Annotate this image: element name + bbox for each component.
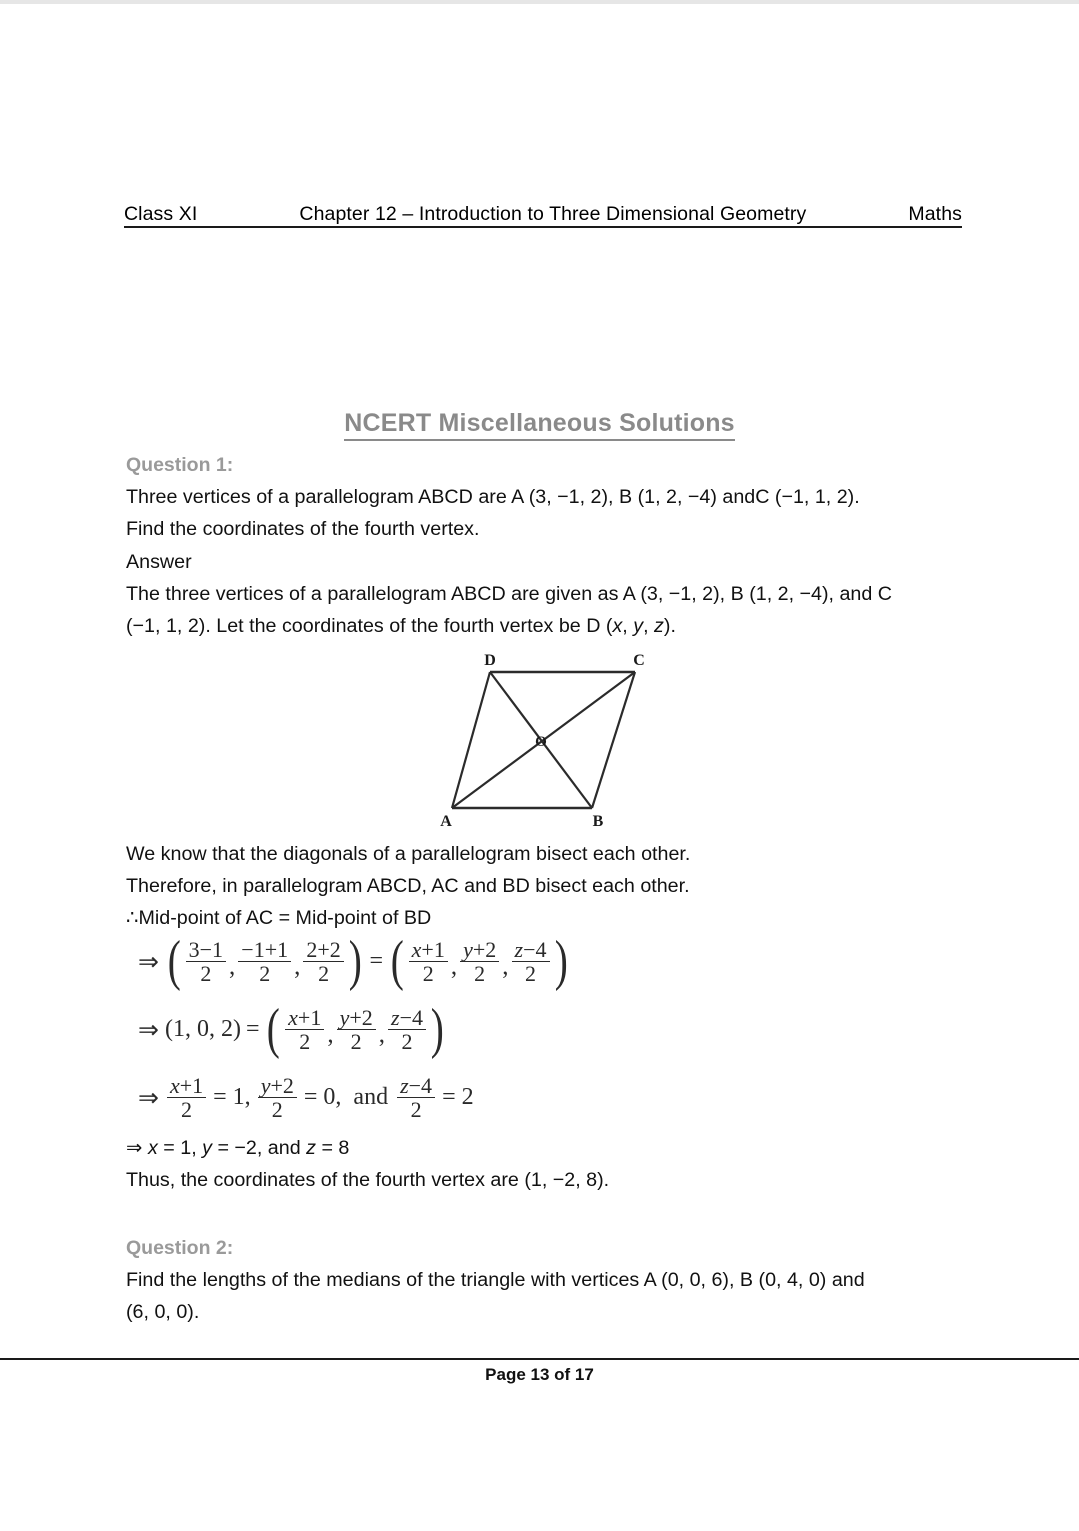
- var: y: [463, 937, 473, 962]
- equation-3: [138, 1074, 479, 1121]
- sep-1: ,: [622, 615, 634, 637]
- equation-1: [138, 930, 570, 993]
- var: y: [339, 1005, 350, 1030]
- y-value: = −2, and: [211, 1137, 307, 1159]
- question-1-label: Question 1:: [126, 454, 234, 476]
- var-x: x: [612, 615, 623, 637]
- question-2-section: [126, 1232, 986, 1328]
- comma: ,: [502, 953, 509, 981]
- fraction-y-plus-2-over-2: [460, 938, 499, 985]
- var-y: y: [633, 615, 644, 637]
- question-2-prompt-line-1: Find the lengths of the medians of the triangle with vertices A (0, 0, 6), B (0, 4, 0) and: [126, 1269, 865, 1291]
- fraction-z-minus-4-over-2: [512, 938, 550, 985]
- fraction-x-plus-1-over-2: [285, 1006, 324, 1053]
- answer-label: Answer: [126, 551, 192, 573]
- page-title-text: NCERT Miscellaneous Solutions: [344, 409, 735, 441]
- rest: +1: [179, 1073, 204, 1098]
- numerator: −1+1: [238, 938, 291, 962]
- vertex-label-a: A: [440, 813, 452, 830]
- comma: ,: [229, 953, 236, 981]
- denominator: 2: [181, 1097, 193, 1123]
- implies-arrow: ⇒: [138, 1084, 159, 1112]
- reasoning-line-1: We know that the diagonals of a parallelogram bisect each other.: [126, 843, 691, 865]
- answer-1-conclusion: [126, 1132, 986, 1196]
- numerator: 2+2: [303, 938, 343, 962]
- question-2-label: Question 2:: [126, 1237, 234, 1259]
- var-z: z: [654, 615, 664, 637]
- numerator: [258, 1074, 297, 1098]
- var: x: [411, 937, 422, 962]
- vertex-label-c: C: [633, 652, 645, 669]
- and-word: and: [353, 1084, 389, 1111]
- fraction-2-plus-2-over-2: [303, 938, 343, 985]
- fraction-z-minus-4-over-2: [388, 1006, 426, 1053]
- header-class-label: Class XI: [124, 203, 198, 225]
- answer-line-1: The three vertices of a parallelogram ABCD are given as A (3, −1, 2), B (1, 2, −4), and C: [126, 583, 893, 605]
- equals-z-value: = 2: [442, 1084, 474, 1111]
- equation-2: [138, 998, 447, 1061]
- parallelogram-diagram: [420, 650, 690, 830]
- question-2-prompt-line-2: (6, 0, 0).: [126, 1301, 200, 1323]
- fraction-neg1-plus-1-over-2: [238, 938, 291, 985]
- denominator: 2: [299, 1029, 311, 1055]
- rest: +2: [472, 937, 497, 962]
- implies-arrow: ⇒: [138, 948, 159, 976]
- answer-line-2: [126, 610, 986, 642]
- close-paren: ): [554, 930, 568, 993]
- parallelogram-figure: [420, 650, 690, 830]
- equals-x-value: = 1,: [213, 1084, 251, 1111]
- var-y: y: [202, 1137, 212, 1159]
- denominator: 2: [474, 961, 486, 987]
- denominator: 2: [318, 961, 330, 987]
- fraction-z-minus-4-over-2: [397, 1074, 435, 1121]
- z-value: = 8: [315, 1137, 350, 1159]
- vertex-label-b: B: [592, 813, 604, 830]
- numerator: [397, 1074, 435, 1098]
- rest: +2: [349, 1005, 373, 1030]
- var: x: [169, 1073, 180, 1098]
- reasoning-line-3: ∴Mid-point of AC = Mid-point of BD: [126, 907, 432, 929]
- implies-arrow: ⇒: [138, 1016, 159, 1044]
- numerator: [409, 938, 448, 962]
- rest: +1: [297, 1005, 322, 1030]
- numerator: 3−1: [186, 938, 226, 962]
- page-title: [0, 409, 1079, 438]
- header-chapter-title: Chapter 12 – Introduction to Three Dimensional Geometry: [299, 203, 807, 225]
- footer-divider: [0, 1358, 1079, 1360]
- numerator: [337, 1006, 376, 1030]
- rest: −4: [408, 1073, 433, 1098]
- close-paren: ): [430, 998, 444, 1061]
- rest: +2: [270, 1073, 294, 1098]
- header-subject-label: Maths: [908, 203, 962, 225]
- page-number-footer: Page 13 of 17: [485, 1365, 594, 1384]
- tuple-1-0-2: (1, 0, 2): [164, 1016, 241, 1043]
- denominator: 2: [401, 1029, 413, 1055]
- denominator: 2: [271, 1097, 283, 1123]
- x-value: = 1,: [157, 1137, 203, 1159]
- question-1-prompt-line-2: Find the coordinates of the fourth vertex.: [126, 518, 480, 540]
- var: y: [260, 1073, 271, 1098]
- question-1-prompt-line-1: Three vertices of a parallelogram ABCD are A (3, −1, 2), B (1, 2, −4) andC (−1, 1, 2).: [126, 486, 860, 508]
- open-paren: (: [267, 998, 281, 1061]
- comma: ,: [327, 1021, 334, 1049]
- rest: −4: [523, 937, 547, 962]
- fraction-x-plus-1-over-2: [409, 938, 448, 985]
- document-header: [124, 196, 962, 228]
- var: z: [391, 1005, 400, 1030]
- var-z: z: [306, 1137, 316, 1159]
- equals-sign: =: [369, 948, 383, 975]
- numerator: [285, 1006, 324, 1030]
- comma: ,: [294, 953, 301, 981]
- rest: −4: [399, 1005, 423, 1030]
- fraction-y-plus-2-over-2: [258, 1074, 297, 1121]
- equals-sign: =: [245, 1016, 260, 1043]
- denominator: 2: [259, 961, 271, 987]
- numerator: [512, 938, 550, 962]
- reasoning-line-2: Therefore, in parallelogram ABCD, AC and BD bisect each other.: [126, 875, 690, 897]
- equals-y-value: = 0,: [303, 1084, 342, 1111]
- implies-arrow: ⇒: [126, 1137, 148, 1159]
- side-ad: [452, 672, 490, 808]
- var-x: x: [147, 1137, 158, 1159]
- fraction-y-plus-2-over-2: [337, 1006, 376, 1053]
- close-paren: ): [348, 930, 362, 993]
- numerator: [460, 938, 499, 962]
- answer-line-2-part-a: (−1, 1, 2). Let the coordinates of the fourth vertex be D (: [126, 615, 613, 637]
- var: x: [288, 1005, 298, 1030]
- open-paren: (: [167, 930, 181, 993]
- numerator: [388, 1006, 426, 1030]
- denominator: 2: [525, 961, 536, 987]
- rest: +1: [421, 937, 445, 962]
- conclusion-line-2: Thus, the coordinates of the fourth vertex are (1, −2, 8).: [126, 1169, 610, 1191]
- answer-1-reasoning: [126, 838, 986, 934]
- var: z: [514, 937, 524, 962]
- open-paren: (: [390, 930, 404, 993]
- denominator: 2: [350, 1029, 362, 1055]
- question-1-section: [126, 449, 986, 545]
- numerator: [167, 1074, 206, 1098]
- answer-1-intro: [126, 546, 986, 642]
- vertex-label-d: D: [484, 652, 496, 669]
- side-bc: [592, 672, 635, 808]
- answer-line-2-part-b: ).: [663, 615, 676, 637]
- denominator: 2: [422, 961, 434, 987]
- fraction-3-minus-1-over-2: [186, 938, 226, 985]
- fraction-x-plus-1-over-2: [167, 1074, 206, 1121]
- denominator: 2: [410, 1097, 422, 1123]
- var: z: [400, 1073, 409, 1098]
- comma: ,: [378, 1021, 386, 1049]
- comma: ,: [450, 953, 458, 981]
- denominator: 2: [200, 961, 212, 987]
- vertex-label-o: O: [535, 734, 547, 750]
- sep-2: ,: [643, 615, 655, 637]
- conclusion-line-1: [126, 1132, 986, 1164]
